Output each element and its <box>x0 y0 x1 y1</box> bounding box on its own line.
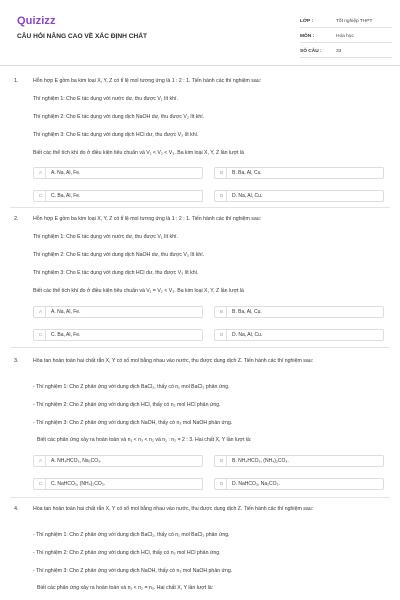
question-line: - Thí nghiệm 3: Cho Z phản ứng với dung dịch NaOH, thấy có n₃ mol NaOH phản ứng. <box>33 420 233 426</box>
option-text: C. NaHCO₃, (NH₄)₂CO₃. <box>51 480 106 487</box>
question-line: Thí nghiệm 2: Cho E tác dụng với dung dịch NaOH dư, thu được V₂ lít khí. <box>33 252 205 258</box>
option-text: D. Na, Al, Cu. <box>232 331 263 338</box>
answer-option-b[interactable] <box>214 306 384 318</box>
option-letter: D <box>217 330 227 340</box>
question-divider <box>10 347 390 348</box>
page-title: CÂU HỎI NÂNG CAO VỀ XÁC ĐỊNH CHẤT <box>17 33 148 40</box>
question-number: 4. <box>14 506 19 512</box>
option-letter: A <box>36 307 46 317</box>
question-stem: Hòa tan hoàn toàn hai chất rắn X, Y có số mol bằng nhau vào nước, thu được dung dịch Z. Tiến hành các thí nghiệm sau: <box>33 506 314 512</box>
question-stem: Hòa tan hoàn toàn hai chất rắn X, Y có số mol bằng nhau vào nước, thu được dung dịch Z. Tiến hành các thí nghiệm sau: <box>33 358 314 364</box>
meta-row-count <box>300 45 392 58</box>
answer-option-b[interactable] <box>214 455 384 467</box>
question-line: - Thí nghiệm 2: Cho Z phản ứng với dung dịch HCl, thấy có n₂ mol HCl phản ứng. <box>33 402 221 408</box>
answer-option-b[interactable] <box>214 167 384 179</box>
option-text: A. Na, Al, Fe. <box>51 308 81 315</box>
meta-label: SỐ CÂU : <box>300 48 322 54</box>
option-text: D. NaHCO₃, Na₂CO₃. <box>232 480 280 487</box>
question-number: 1. <box>14 78 19 84</box>
option-letter: D <box>217 479 227 489</box>
option-letter: B <box>217 456 227 466</box>
question-line: - Thí nghiệm 1: Cho Z phản ứng với dung dịch BaCl₂, thấy có n₁ mol BaCl₂ phản ứng. <box>33 532 230 538</box>
option-letter: C <box>36 330 46 340</box>
option-letter: B <box>217 307 227 317</box>
answer-option-c[interactable] <box>33 478 203 490</box>
answer-option-a[interactable] <box>33 455 203 467</box>
question-line: - Thí nghiệm 2: Cho Z phản ứng với dung dịch HCl, thấy có n₂ mol HCl phản ứng. <box>33 550 221 556</box>
question-number: 3. <box>14 358 19 364</box>
question-stem: Hỗn hợp E gồm ba kim loại X, Y, Z có tỉ lệ mol tương ứng là 1 : 2 : 1. Tiến hành các thí nghiệm sau: <box>33 216 262 222</box>
meta-row-class <box>300 15 392 28</box>
question-divider <box>10 207 390 208</box>
answer-option-a[interactable] <box>33 167 203 179</box>
option-text: B. NH₄HCO₃, (NH₄)₂CO₃. <box>232 457 289 464</box>
answer-option-d[interactable] <box>214 190 384 202</box>
meta-row-subject <box>300 30 392 43</box>
answer-option-a[interactable] <box>33 306 203 318</box>
question-line: Biết các phản ứng xảy ra hoàn toàn và n₁ < n₃ < n₂ và n₁ : n₂ = 2 : 3. Hai chất X, Y lần lượt là: <box>37 437 252 443</box>
option-text: D. Na, Al, Cu. <box>232 192 263 199</box>
answer-option-c[interactable] <box>33 190 203 202</box>
option-letter: C <box>36 479 46 489</box>
meta-value: Hóa học <box>336 33 354 39</box>
question-line: Biết các thể tích khí đo ở điều kiện tiêu chuẩn và V₁ = V₂ < V₃. Ba kim loại X, Y, Z lần lượt là <box>33 288 244 294</box>
option-text: B. Ba, Al, Cu. <box>232 308 262 315</box>
meta-label: LỚP : <box>300 18 314 24</box>
question-line: Thí nghiệm 1: Cho E tác dụng với nước dư, thu được V₁ lít khí. <box>33 96 178 102</box>
option-letter: B <box>217 168 227 178</box>
worksheet-header <box>0 0 400 66</box>
meta-value: 33 <box>336 48 342 54</box>
meta-info <box>300 15 392 60</box>
question-divider <box>10 497 390 498</box>
answer-option-d[interactable] <box>214 329 384 341</box>
meta-label: MÔN : <box>300 33 315 39</box>
option-letter: A <box>36 456 46 466</box>
quizizz-logo: Quizizz <box>17 15 56 27</box>
option-text: C. Ba, Al, Fe. <box>51 192 81 199</box>
option-letter: A <box>36 168 46 178</box>
answer-option-d[interactable] <box>214 478 384 490</box>
question-line: Thí nghiệm 1: Cho E tác dụng với nước dư, thu được V₁ lít khí. <box>33 234 178 240</box>
option-text: A. NH₄HCO₃, Na₂CO₃. <box>51 457 102 464</box>
question-line: Biết các phản ứng xảy ra hoàn toàn và n₁ < n₂ = n₃. Hai chất X, Y lần lượt là: <box>37 585 214 591</box>
question-line: - Thí nghiệm 1: Cho Z phản ứng với dung dịch BaCl₂, thấy có n₁ mol BaCl₂ phản ứng. <box>33 384 230 390</box>
option-letter: C <box>36 191 46 201</box>
option-text: A. Na, Al, Fe. <box>51 169 81 176</box>
question-number: 2. <box>14 216 19 222</box>
question-line: Thí nghiệm 3: Cho E tác dụng với dung dịch HCl dư, thu được V₃ lít khí. <box>33 270 199 276</box>
meta-value: Tốt nghiệp THPT <box>336 18 373 24</box>
question-line: - Thí nghiệm 3: Cho Z phản ứng với dung dịch NaOH, thấy có n₃ mol NaOH phản ứng. <box>33 568 233 574</box>
question-line: Thí nghiệm 2: Cho E tác dụng với dung dịch NaOH dư, thu được V₂ lít khí. <box>33 114 205 120</box>
question-line: Thí nghiệm 3: Cho E tác dụng với dung dịch HCl dư, thu được V₃ lít khí. <box>33 132 199 138</box>
option-text: B. Ba, Al, Cu. <box>232 169 262 176</box>
question-stem: Hỗn hợp E gồm ba kim loại X, Y, Z có tỉ lệ mol tương ứng là 1 : 2 : 1. Tiến hành các thí nghiệm sau: <box>33 78 262 84</box>
option-text: C. Ba, Al, Fe. <box>51 331 81 338</box>
question-line: Biết các thể tích khí đo ở điều kiện tiêu chuẩn và V₁ < V₂ < V₃. Ba kim loại X, Y, Z lần lượt là <box>33 150 244 156</box>
option-letter: D <box>217 191 227 201</box>
answer-option-c[interactable] <box>33 329 203 341</box>
